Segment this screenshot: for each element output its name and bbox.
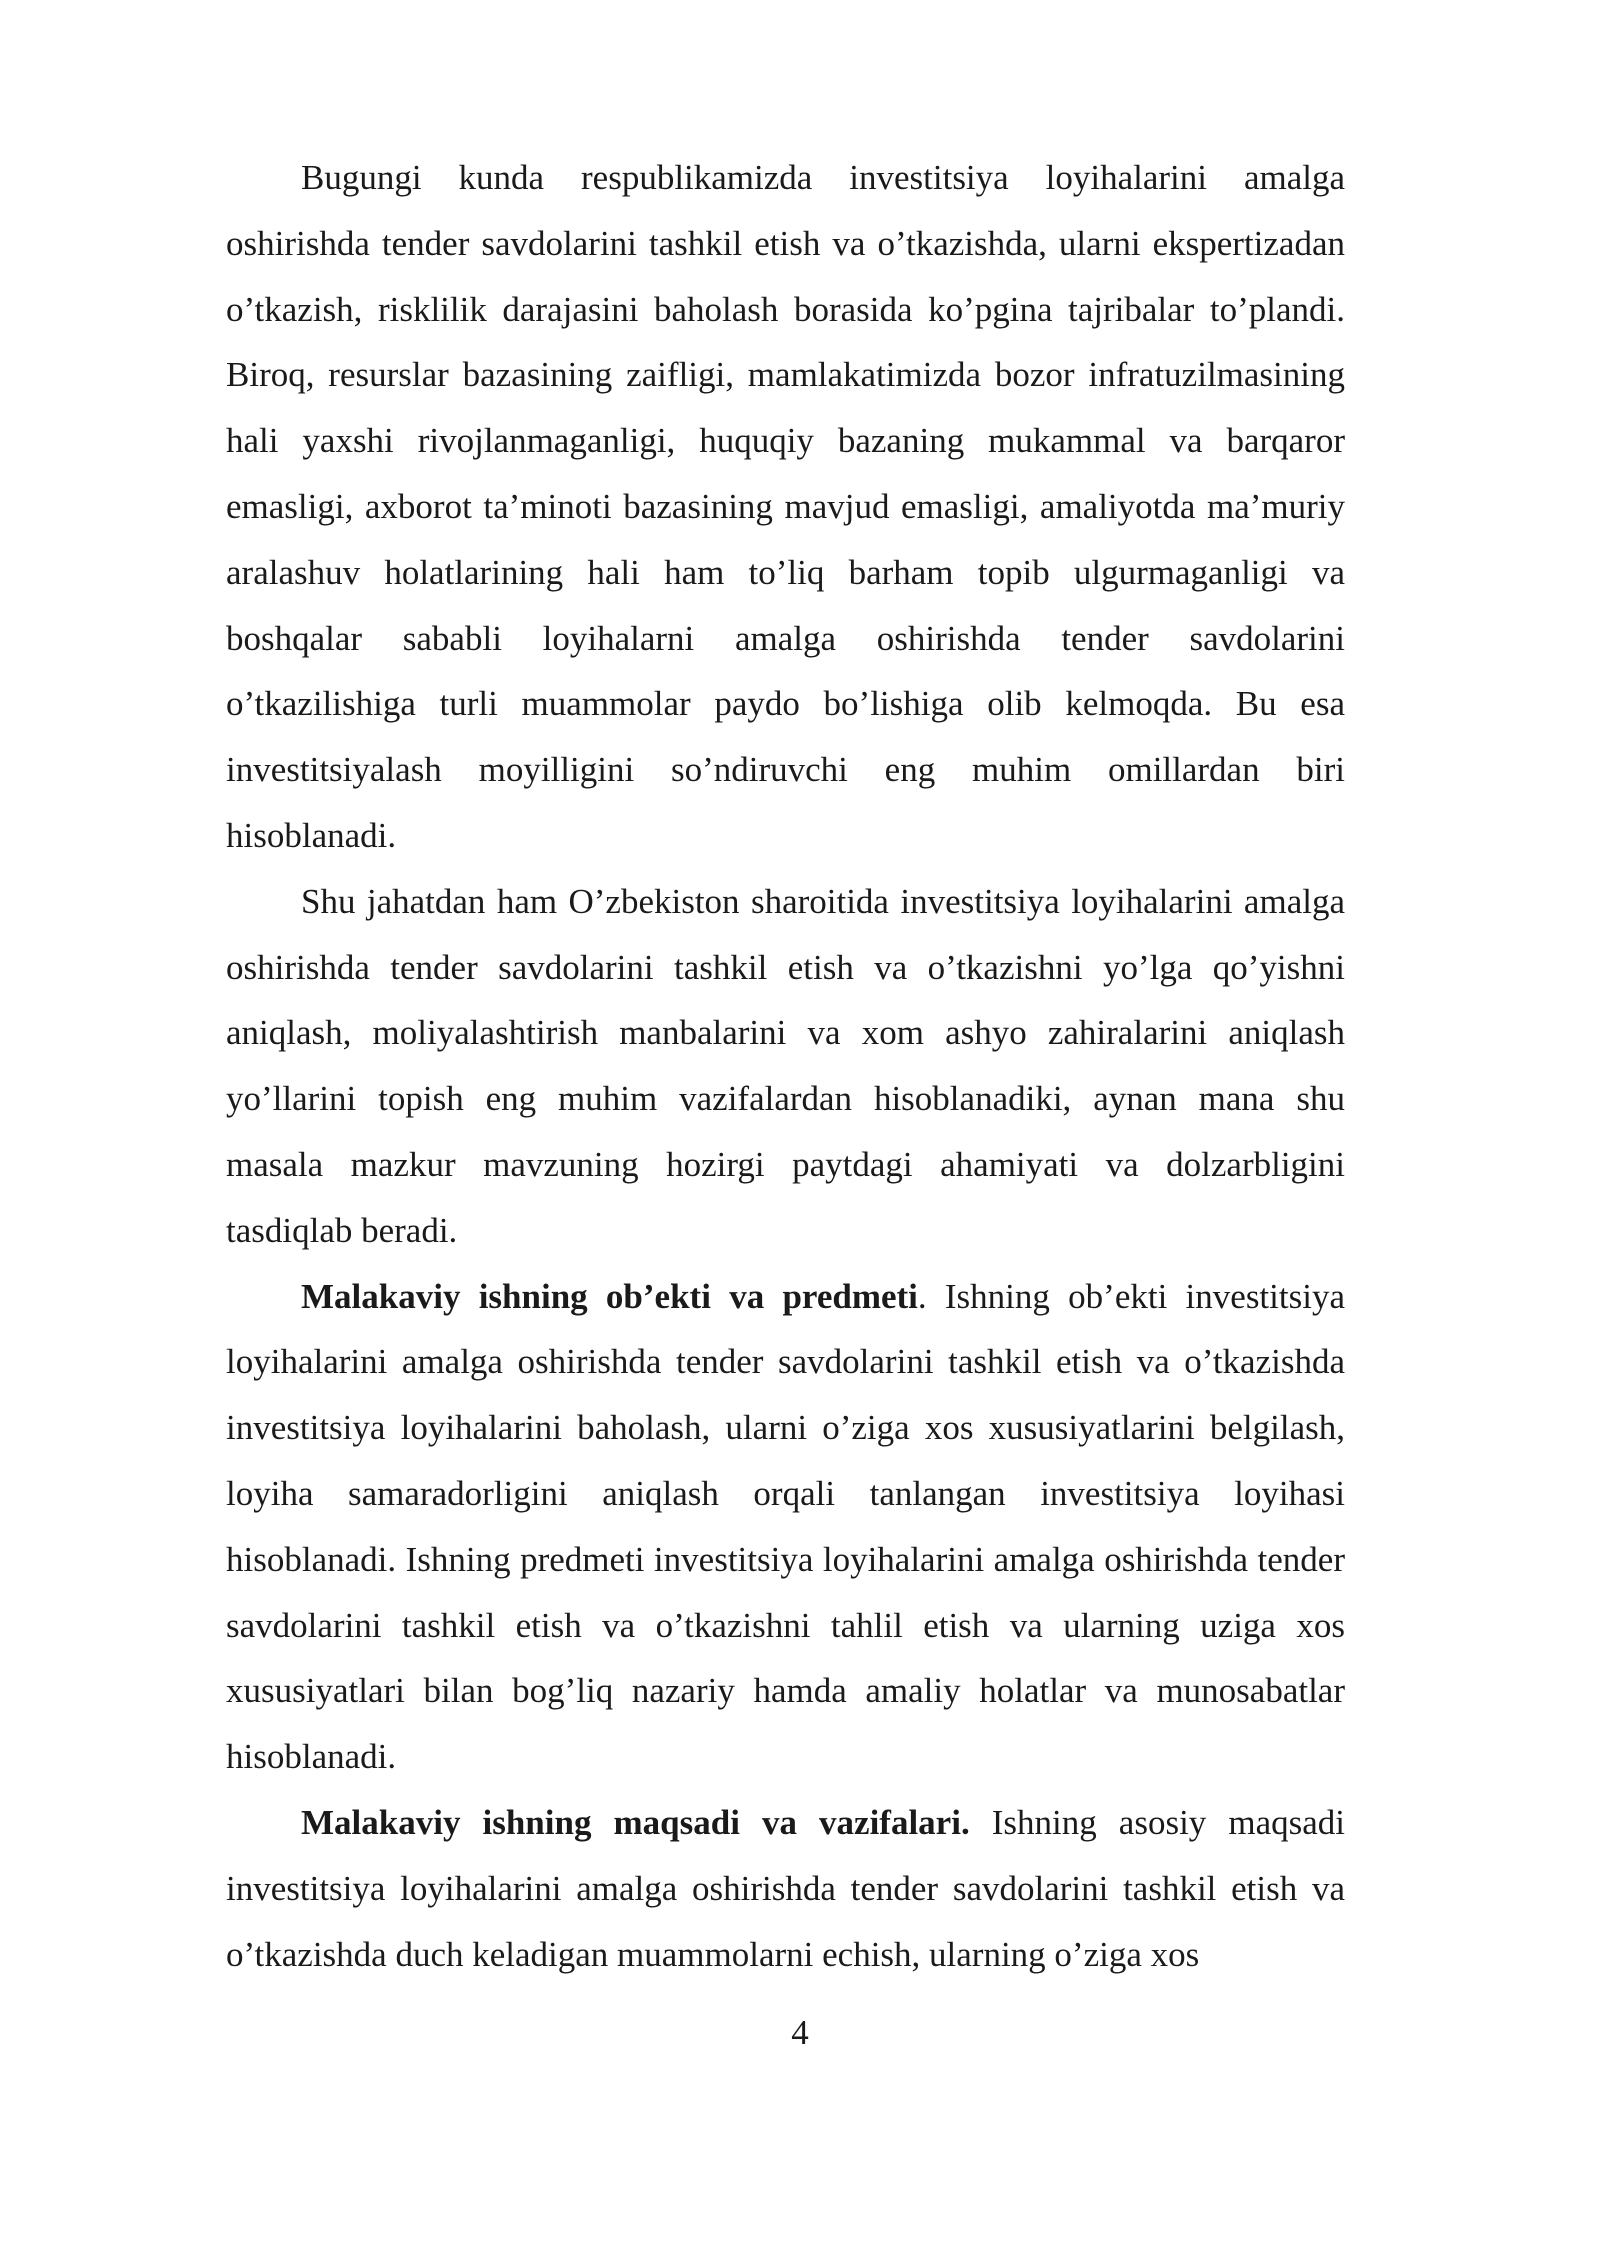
page-number: 4: [791, 2013, 809, 2052]
paragraph-2: [226, 869, 1345, 1264]
paragraph-1: [226, 145, 1345, 869]
paragraph-1-text: Bugungi kunda respublikamizda investitsiya loyihalarini amalga oshirishda tender savdolarini tashkil etish va o’tkazishda, ularni ekspertizadan o’tkazish, risklilik darajasini baholash borasida ko’pgina tajribalar to’plandi. Biroq, resurslar bazasining zaifligi, mamlakatimizda bozor infratuzilmasining hali yaxshi rivojlanmaganligi, huquqiy bazaning mukammal va barqaror emasligi, axborot ta’minoti bazasining mavjud emasligi, amaliyotda ma’muriy aralashuv holatlarining hali ham to’liq barham topib ulgurmaganligi va boshqalar sababli loyihalarni amalga oshirishda tender savdolarini o’tkazilishiga turli muammolar paydo bo’lishiga olib kelmoqda. Bu esa investitsiyalash moyilligini so’ndiruvchi eng muhim omillardan biri hisoblanadi.: [226, 158, 1345, 855]
paragraph-4: [226, 1790, 1345, 1987]
section-heading-goal-tasks: Malakaviy ishning maqsadi va vazifalari.: [301, 1802, 970, 1842]
section-heading-object-subject: Malakaviy ishning ob’ekti va predmeti: [301, 1276, 918, 1316]
paragraph-3-text: . Ishning ob’ekti investitsiya loyihalarini amalga oshirishda tender savdolarini tashkil etish va o’tkazishda investitsiya loyihalarini baholash, ularni o’ziga xos xususiyatlarini belgilash, loyiha samaradorligini aniqlash orqali tanlangan investitsiya loyihasi hisoblanadi. Ishning predmeti investitsiya loyihalarini amalga oshirishda tender savdolarini tashkil etish va o’tkazishni tahlil etish va ularning uziga xos xususiyatlari bilan bog’liq nazariy hamda amaliy holatlar va munosabatlar hisoblanadi.: [226, 1276, 1345, 1777]
paragraph-4-text: Ishning asosiy maqsadi investitsiya loyihalarini amalga oshirishda tender savdolarini tashkil etish va o’tkazishda duch keladigan muammolarni echish, ularning o’ziga xos: [226, 1802, 1345, 1974]
body-text: [226, 145, 1345, 1987]
paragraph-2-text: Shu jahatdan ham O’zbekiston sharoitida investitsiya loyihalarini amalga oshirishda tender savdolarini tashkil etish va o’tkazishni yo’lga qo’yishni aniqlash, moliyalashtirish manbalarini va xom ashyo zahiralarini aniqlash yo’llarini topish eng muhim vazifalardan hisoblanadiki, aynan mana shu masala mazkur mavzuning hozirgi paytdagi ahamiyati va dolzarbligini tasdiqlab beradi.: [226, 881, 1345, 1250]
paragraph-3: [226, 1264, 1345, 1790]
